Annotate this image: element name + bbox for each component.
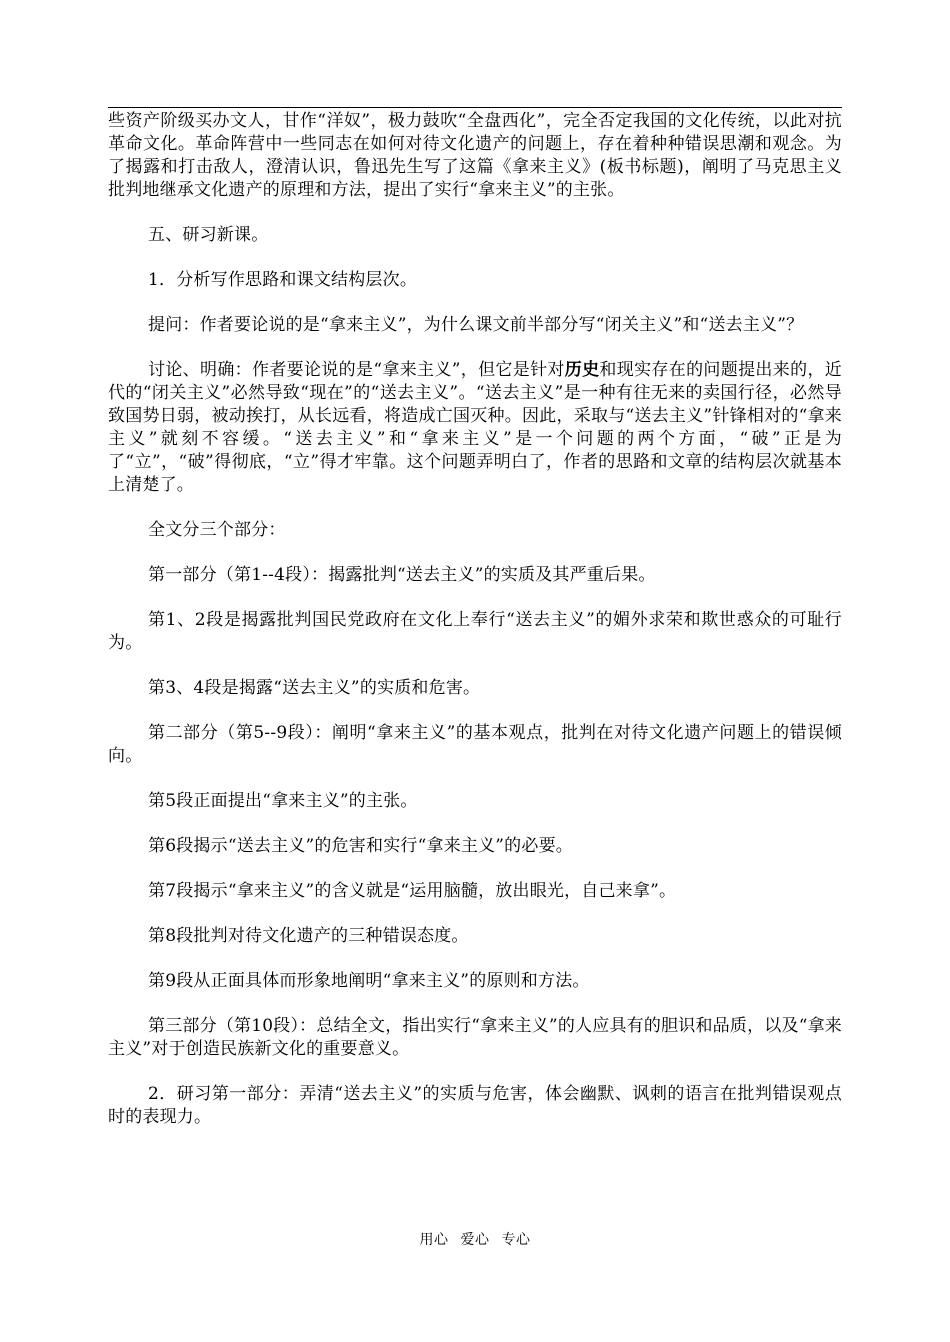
paragraph-part-one: 第一部分（第1--4段）：揭露批判“送去主义”的实质及其严重后果。: [148, 565, 656, 585]
paragraph-part-two-e: 第9段从正面具体而形象地阐明“拿来主义”的原则和方法。: [148, 971, 590, 991]
paragraph-part-three: 第三部分（第10段）：总结全文，指出实行“拿来主义”的人应具有的胆识和品质，以及“拿来主义”对于创造民族新文化的重要意义。: [108, 1016, 842, 1059]
paragraph-three-parts: 全文分三个部分：: [148, 520, 286, 540]
paragraph-part-two-c: 第7段揭示“拿来主义”的含义就是“运用脑髓，放出眼光，自己来拿”。: [148, 881, 677, 901]
keyword-history-link[interactable]: 历史: [564, 360, 600, 380]
footer-text-3: 专心: [501, 1232, 531, 1248]
paragraph-question: 提问：作者要论说的是“拿来主义”，为什么课文前半部分写“闭关主义”和“送去主义”？: [148, 315, 804, 335]
paragraph-part-one-b: 第3、4段是揭露“送去主义”的实质和危害。: [148, 678, 481, 698]
document-body: [108, 110, 842, 1151]
paragraph-part-two: 第二部分（第5--9段）：阐明“拿来主义”的基本观点，批判在对待文化遗产问题上的错误倾向。: [108, 723, 842, 766]
step-two-heading: 2．研习第一部分：弄清“送去主义”的实质与危害，体会幽默、讽刺的语言在批判错误观点时的表现力。: [108, 1084, 842, 1127]
header-rule: [108, 107, 842, 108]
footer-text-1: 用心: [419, 1232, 449, 1248]
discussion-text-start: 讨论、明确：作者要论说的是“拿来主义”，但它是针对: [148, 360, 565, 380]
page-footer: [0, 1229, 950, 1249]
paragraph-part-two-b: 第6段揭示“送去主义”的危害和实行“拿来主义”的必要。: [148, 836, 573, 856]
paragraph-discussion: [108, 359, 842, 497]
footer-text-2: 爱心: [460, 1232, 490, 1248]
paragraph-part-one-a: 第1、2段是揭露批判国民党政府在文化上奉行“送去主义”的媚外求荣和欺世惑众的可耻行为。: [108, 610, 842, 653]
paragraph-intro: 些资产阶级买办文人，甘作“洋奴”，极力鼓吹“全盘西化”，完全否定我国的文化传统，以此对抗革命文化。革命阵营中一些同志在如何对待文化遗产的问题上，存在着种种错误思潮和观念。为了揭露和打击敌人，澄清认识，鲁迅先生写了这篇《拿来主义》(板书标题)，阐明了马克思主义批判地继承文化遗产的原理和方法，提出了实行“拿来主义”的主张。: [108, 111, 842, 200]
step-one-heading: 1．分析写作思路和课文结构层次。: [148, 270, 418, 290]
discussion-text-end: 和现实存在的问题提出来的，近代的“闭关主义”必然导致“现在”的“送去主义”。“送去主义”是一种有往无来的卖国行径，必然导致国势日弱，被动挨打，从长远看，将造成亡国灭种。因此，采取与“送去主义”针锋相对的“拿来主义”就刻不容缓。“送去主义”和“拿来主义”是一个问题的两个方面，“破”正是为了“立”，“破”得彻底，“立”得才牢靠。这个问题弄明白了，作者的思路和文章的结构层次就基本上清楚了。: [108, 360, 842, 495]
paragraph-part-two-a: 第5段正面提出“拿来主义”的主张。: [148, 791, 418, 811]
paragraph-part-two-d: 第8段批判对待文化遗产的三种错误态度。: [148, 926, 469, 946]
section-heading-five: 五、研习新课。: [148, 225, 269, 245]
